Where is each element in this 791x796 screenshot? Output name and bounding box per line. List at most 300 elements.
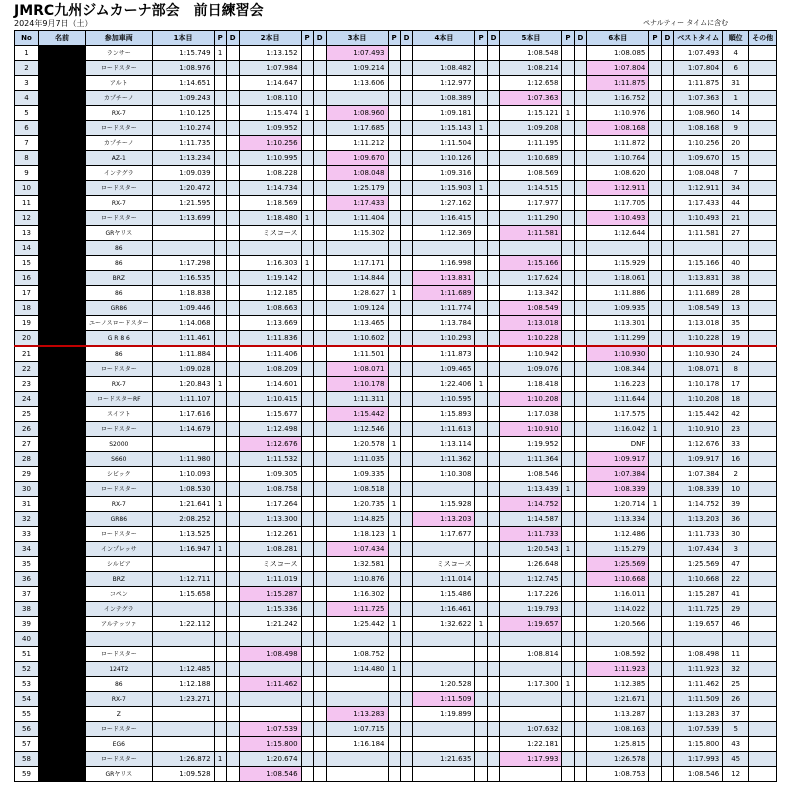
lap-time: 1:10.493 (587, 211, 649, 226)
penalty-p (649, 151, 661, 166)
penalty-d (487, 106, 500, 121)
lap-time: 1:16.947 (152, 542, 214, 557)
car-model: RX-7 (86, 196, 153, 211)
penalty-d (313, 692, 326, 707)
rank: 20 (723, 136, 749, 151)
penalty-d (487, 392, 500, 407)
penalty-d (313, 557, 326, 572)
lap-time (326, 91, 388, 106)
penalty-p (562, 181, 574, 196)
penalty-d (487, 482, 500, 497)
table-body (15, 46, 777, 782)
penalty-p (301, 692, 313, 707)
best-time: 1:08.168 (674, 121, 723, 136)
lap-time: 1:13.465 (326, 316, 388, 331)
penalty-p (214, 316, 226, 331)
penalty-d (400, 91, 413, 106)
entry-number: 27 (15, 437, 39, 452)
table-row (15, 407, 777, 422)
lap-time: 1:11.195 (500, 136, 562, 151)
penalty-d (313, 331, 326, 347)
event-date: 2024年9月7日（土） (14, 19, 93, 28)
lap-time (413, 647, 475, 662)
lap-time: 1:15.749 (152, 46, 214, 61)
lap-time (152, 632, 214, 647)
penalty-p (388, 752, 400, 767)
penalty-p (562, 331, 574, 347)
penalty-p (562, 467, 574, 482)
penalty-d (226, 61, 239, 76)
lap-time: 1:21.671 (587, 692, 649, 707)
lap-time: 1:10.415 (239, 392, 301, 407)
penalty-d (487, 662, 500, 677)
penalty-d (661, 557, 674, 572)
rank: 45 (723, 752, 749, 767)
lap-time (239, 692, 301, 707)
driver-name (39, 707, 86, 722)
best-time: 1:19.657 (674, 617, 723, 632)
penalty-p: 1 (562, 482, 574, 497)
driver-name (39, 362, 86, 377)
penalty-p (301, 452, 313, 467)
penalty-d (313, 647, 326, 662)
lap-time: 1:17.624 (500, 271, 562, 286)
lap-time: 1:08.048 (326, 166, 388, 181)
penalty-p (388, 76, 400, 91)
best-time: 1:07.384 (674, 467, 723, 482)
best-time: 1:10.930 (674, 346, 723, 362)
penalty-p (214, 166, 226, 181)
best-time: 1:17.433 (674, 196, 723, 211)
driver-name (39, 241, 86, 256)
penalty-p (475, 602, 487, 617)
penalty-d (226, 467, 239, 482)
lap-time: 1:08.620 (587, 166, 649, 181)
penalty-p: 1 (388, 437, 400, 452)
lap-time: ミスコース (239, 226, 301, 241)
penalty-d (574, 136, 587, 151)
lap-time (500, 767, 562, 782)
penalty-p (214, 647, 226, 662)
penalty-d (574, 617, 587, 632)
penalty-d (400, 722, 413, 737)
penalty-d (313, 392, 326, 407)
penalty-p (475, 392, 487, 407)
lap-time: 1:17.705 (587, 196, 649, 211)
penalty-d (313, 542, 326, 557)
lap-time (587, 632, 649, 647)
lap-time: 1:07.539 (239, 722, 301, 737)
penalty-p (475, 91, 487, 106)
lap-time: 1:12.644 (587, 226, 649, 241)
car-model: アルテッツァ (86, 617, 153, 632)
entry-number: 16 (15, 271, 39, 286)
penalty-d (487, 752, 500, 767)
penalty-p (301, 331, 313, 347)
penalty-d (661, 677, 674, 692)
penalty-p (388, 226, 400, 241)
penalty-d (400, 392, 413, 407)
penalty-p (475, 106, 487, 121)
rank: 21 (723, 211, 749, 226)
penalty-d (661, 602, 674, 617)
penalty-d (574, 316, 587, 331)
entry-number: 26 (15, 422, 39, 437)
rank: 29 (723, 602, 749, 617)
penalty-p (562, 46, 574, 61)
penalty-d (574, 422, 587, 437)
penalty-p: 1 (214, 752, 226, 767)
penalty-d (661, 707, 674, 722)
penalty-d (661, 46, 674, 61)
penalty-p (649, 587, 661, 602)
rank: 4 (723, 46, 749, 61)
lap-time: 1:12.676 (239, 437, 301, 452)
penalty-d (226, 91, 239, 106)
lap-time: 1:10.876 (326, 572, 388, 587)
lap-time: 1:11.107 (152, 392, 214, 407)
entry-number: 25 (15, 407, 39, 422)
penalty-p (214, 407, 226, 422)
lap-time: 1:12.745 (500, 572, 562, 587)
lap-time: 1:08.389 (413, 91, 475, 106)
lap-time: 1:15.893 (413, 407, 475, 422)
lap-time: 1:07.493 (326, 46, 388, 61)
lap-time: 1:21.242 (239, 617, 301, 632)
column-header: 名前 (39, 31, 86, 46)
penalty-d (400, 737, 413, 752)
penalty-p (475, 737, 487, 752)
penalty-d (487, 91, 500, 106)
penalty-p (649, 106, 661, 121)
table-row (15, 617, 777, 632)
penalty-d (400, 346, 413, 362)
penalty-d (574, 557, 587, 572)
lap-time: 1:09.124 (326, 301, 388, 316)
results-table (14, 30, 777, 782)
penalty-p (562, 752, 574, 767)
car-model: 86 (86, 346, 153, 362)
penalty-p (649, 362, 661, 377)
column-header: 2本目 (239, 31, 301, 46)
penalty-d (574, 512, 587, 527)
table-row (15, 527, 777, 542)
lap-time: 1:12.188 (152, 677, 214, 692)
other (749, 707, 777, 722)
driver-name (39, 286, 86, 301)
lap-time: 1:10.910 (500, 422, 562, 437)
other (749, 286, 777, 301)
penalty-d (400, 226, 413, 241)
penalty-d (400, 241, 413, 256)
lap-time: 1:16.011 (587, 587, 649, 602)
table-row (15, 76, 777, 91)
penalty-d (661, 527, 674, 542)
rank: 8 (723, 362, 749, 377)
lap-time: 1:08.753 (587, 767, 649, 782)
penalty-p (214, 76, 226, 91)
penalty-p (649, 467, 661, 482)
penalty-d (661, 497, 674, 512)
lap-time (413, 632, 475, 647)
rank: 30 (723, 527, 749, 542)
entry-number: 4 (15, 91, 39, 106)
lap-time: 1:11.014 (413, 572, 475, 587)
penalty-d (487, 121, 500, 136)
penalty-p: 1 (388, 286, 400, 301)
lap-time: 1:10.930 (587, 346, 649, 362)
penalty-d (226, 647, 239, 662)
penalty-p (649, 482, 661, 497)
other (749, 316, 777, 331)
penalty-d (400, 151, 413, 166)
lap-time: 1:26.648 (500, 557, 562, 572)
penalty-d (226, 136, 239, 151)
penalty-p (562, 437, 574, 452)
best-time: 1:11.581 (674, 226, 723, 241)
best-time: 1:10.493 (674, 211, 723, 226)
entry-number: 22 (15, 362, 39, 377)
car-model: Z (86, 707, 153, 722)
penalty-d (574, 377, 587, 392)
penalty-p (562, 722, 574, 737)
car-model: インテグラ (86, 166, 153, 181)
penalty-d (661, 241, 674, 256)
penalty-d (400, 572, 413, 587)
car-model: ロードスターRF (86, 392, 153, 407)
lap-time: 1:11.362 (413, 452, 475, 467)
penalty-p (301, 497, 313, 512)
entry-number: 24 (15, 392, 39, 407)
driver-name (39, 211, 86, 226)
penalty-d (661, 767, 674, 782)
penalty-p (562, 91, 574, 106)
lap-time: 1:09.335 (326, 467, 388, 482)
penalty-d (661, 467, 674, 482)
lap-time: 1:21.635 (413, 752, 475, 767)
penalty-d (574, 737, 587, 752)
other (749, 61, 777, 76)
penalty-d (574, 271, 587, 286)
best-time: 1:11.923 (674, 662, 723, 677)
penalty-p (388, 256, 400, 271)
lap-time: 1:22.406 (413, 377, 475, 392)
car-model: GRヤリス (86, 226, 153, 241)
table-row (15, 452, 777, 467)
penalty-d (487, 241, 500, 256)
table-row (15, 437, 777, 452)
penalty-d (226, 106, 239, 121)
penalty-p (475, 767, 487, 782)
car-model (86, 632, 153, 647)
other (749, 407, 777, 422)
penalty-d (226, 557, 239, 572)
table-row (15, 196, 777, 211)
penalty-p: 1 (301, 211, 313, 226)
penalty-d (313, 767, 326, 782)
lap-time: 1:10.274 (152, 121, 214, 136)
driver-name (39, 181, 86, 196)
car-model: ロードスター (86, 211, 153, 226)
driver-name (39, 722, 86, 737)
table-row (15, 647, 777, 662)
lap-time: 1:07.363 (500, 91, 562, 106)
driver-name (39, 377, 86, 392)
lap-time: 1:14.515 (500, 181, 562, 196)
penalty-d (487, 512, 500, 527)
lap-time: 1:15.166 (500, 256, 562, 271)
driver-name (39, 452, 86, 467)
car-model: 86 (86, 241, 153, 256)
entry-number: 19 (15, 316, 39, 331)
best-time: 1:08.339 (674, 482, 723, 497)
entry-number: 15 (15, 256, 39, 271)
car-model: ロードスター (86, 752, 153, 767)
table-row (15, 121, 777, 136)
rank: 10 (723, 482, 749, 497)
lap-time: 1:13.439 (500, 482, 562, 497)
page-title: JMRC九州ジムカーナ部会 前日練習会 (14, 3, 264, 19)
penalty-p (562, 316, 574, 331)
lap-time: 1:20.735 (326, 497, 388, 512)
other (749, 331, 777, 347)
best-time: 1:17.993 (674, 752, 723, 767)
lap-time: 1:08.960 (326, 106, 388, 121)
entry-number: 14 (15, 241, 39, 256)
penalty-d (487, 76, 500, 91)
lap-time: 1:26.872 (152, 752, 214, 767)
penalty-d (574, 542, 587, 557)
rank: 31 (723, 76, 749, 91)
penalty-p (649, 91, 661, 106)
lap-time: 1:22.112 (152, 617, 214, 632)
penalty-p (562, 617, 574, 632)
car-model: ロードスター (86, 722, 153, 737)
penalty-d (226, 211, 239, 226)
lap-time: 1:11.872 (587, 136, 649, 151)
table-row (15, 346, 777, 362)
penalty-d (313, 301, 326, 316)
other (749, 527, 777, 542)
penalty-p (562, 512, 574, 527)
penalty-d (661, 61, 674, 76)
penalty-p (649, 722, 661, 737)
table-row (15, 136, 777, 151)
penalty-d (661, 722, 674, 737)
car-model: S660 (86, 452, 153, 467)
penalty-p (388, 482, 400, 497)
lap-time: 1:09.039 (152, 166, 214, 181)
penalty-p (475, 46, 487, 61)
lap-time: 1:13.283 (326, 707, 388, 722)
penalty-p (301, 362, 313, 377)
lap-time: 1:32.581 (326, 557, 388, 572)
penalty-d (487, 737, 500, 752)
penalty-d (226, 602, 239, 617)
penalty-d (226, 617, 239, 632)
lap-time: 1:18.123 (326, 527, 388, 542)
penalty-p (214, 677, 226, 692)
penalty-p: 1 (475, 181, 487, 196)
penalty-d (574, 707, 587, 722)
driver-name (39, 602, 86, 617)
penalty-p: 1 (475, 617, 487, 632)
rank: 3 (723, 542, 749, 557)
penalty-d (313, 602, 326, 617)
lap-time: 1:11.980 (152, 452, 214, 467)
penalty-d (226, 572, 239, 587)
best-time: 1:14.752 (674, 497, 723, 512)
driver-name (39, 392, 86, 407)
penalty-p (475, 226, 487, 241)
penalty-p: 1 (562, 106, 574, 121)
table-row (15, 166, 777, 181)
driver-name (39, 106, 86, 121)
penalty-d (226, 362, 239, 377)
lap-time: 1:07.384 (587, 467, 649, 482)
lap-time: 1:13.234 (152, 151, 214, 166)
penalty-p (301, 301, 313, 316)
penalty-d (226, 76, 239, 91)
lap-time: 1:25.442 (326, 617, 388, 632)
penalty-d (487, 362, 500, 377)
rank: 1 (723, 91, 749, 106)
lap-time: 1:16.461 (413, 602, 475, 617)
column-header: D (313, 31, 326, 46)
lap-time: 1:17.575 (587, 407, 649, 422)
penalty-p (649, 166, 661, 181)
penalty-p (649, 346, 661, 362)
lap-time: 1:10.942 (500, 346, 562, 362)
lap-time: 1:14.587 (500, 512, 562, 527)
penalty-d (313, 587, 326, 602)
lap-time: 1:08.281 (239, 542, 301, 557)
penalty-d (661, 76, 674, 91)
penalty-p (562, 226, 574, 241)
penalty-p (562, 452, 574, 467)
entry-number: 56 (15, 722, 39, 737)
driver-name (39, 151, 86, 166)
entry-number: 8 (15, 151, 39, 166)
lap-time: 1:08.569 (500, 166, 562, 181)
penalty-p (214, 467, 226, 482)
table-row (15, 331, 777, 347)
lap-time (326, 692, 388, 707)
penalty-d (226, 452, 239, 467)
column-header: P (475, 31, 487, 46)
lap-time: 1:11.019 (239, 572, 301, 587)
best-time: 1:11.689 (674, 286, 723, 301)
lap-time: 1:14.480 (326, 662, 388, 677)
penalty-d (661, 181, 674, 196)
penalty-d (661, 136, 674, 151)
lap-time: 1:11.504 (413, 136, 475, 151)
penalty-p: 1 (301, 256, 313, 271)
penalty-d (574, 181, 587, 196)
penalty-p (562, 527, 574, 542)
lap-time: 1:15.928 (413, 497, 475, 512)
best-time: 1:12.676 (674, 437, 723, 452)
penalty-p (301, 151, 313, 166)
best-time: 1:10.208 (674, 392, 723, 407)
best-time (674, 632, 723, 647)
driver-name (39, 632, 86, 647)
penalty-p (649, 632, 661, 647)
penalty-d (226, 527, 239, 542)
driver-name (39, 467, 86, 482)
car-model: カプチーノ (86, 91, 153, 106)
table-row (15, 286, 777, 301)
